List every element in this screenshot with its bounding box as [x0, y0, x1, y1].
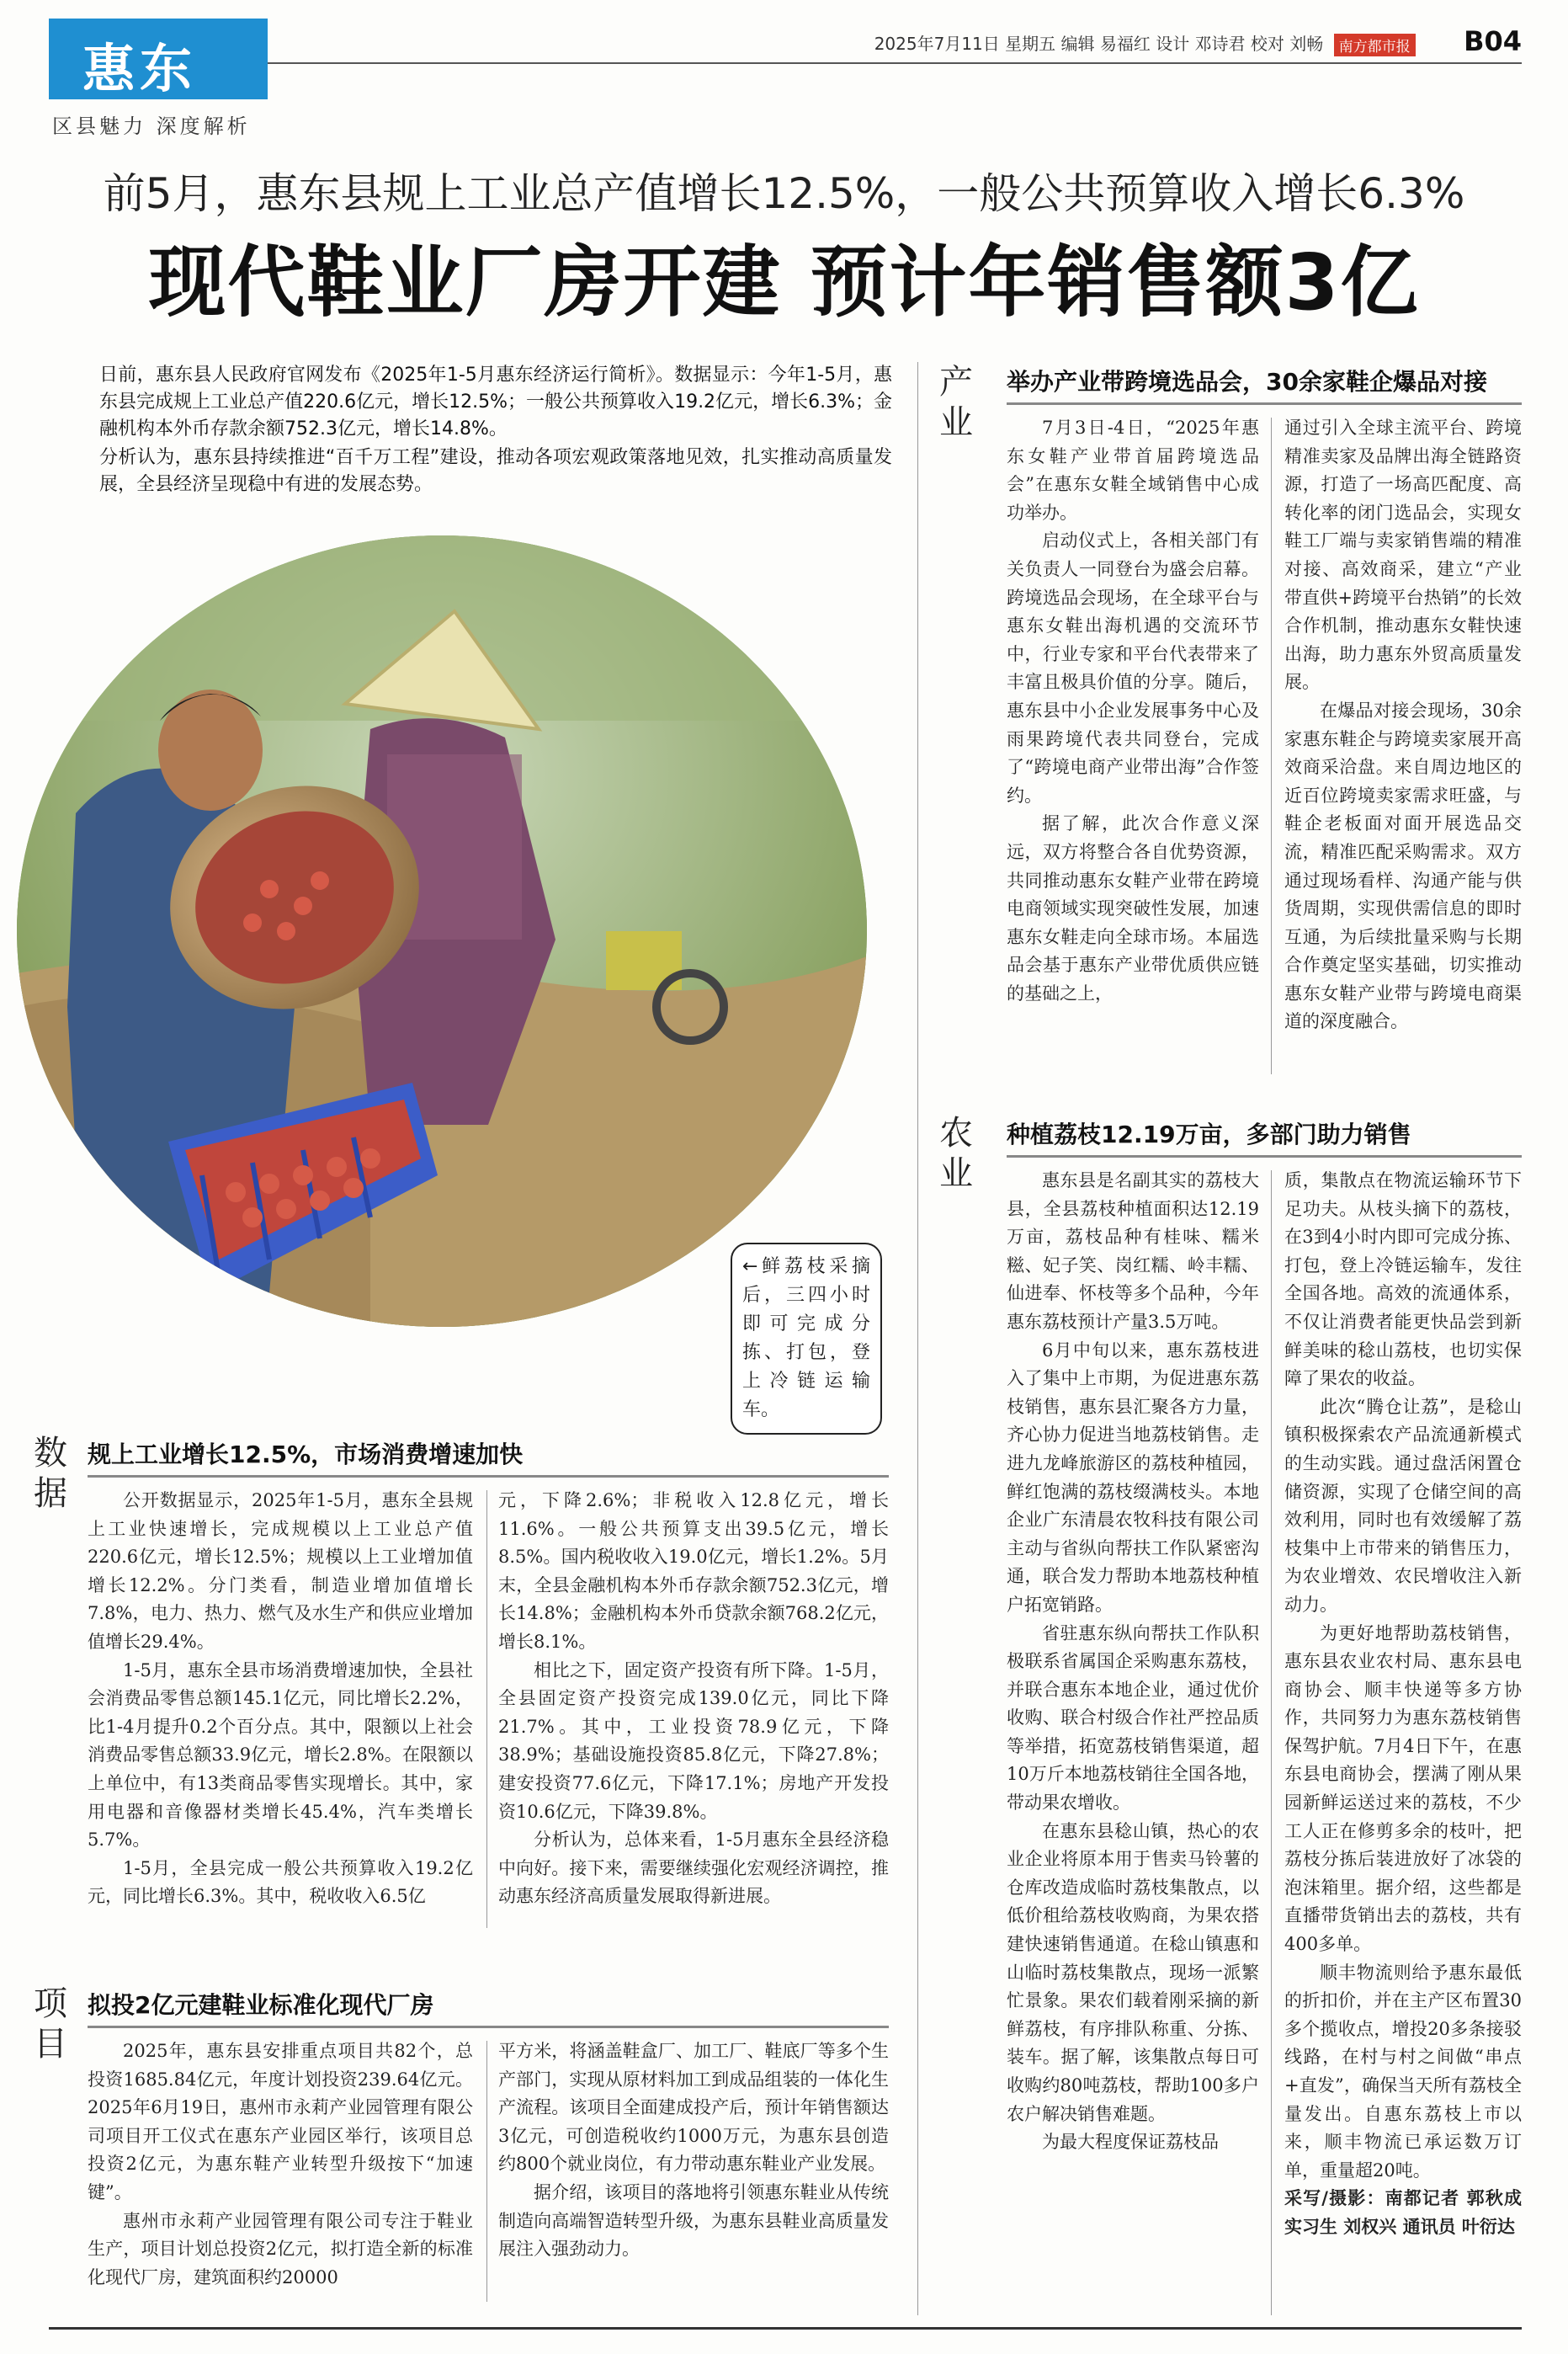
paragraph: 2025年，惠东县安排重点项目共82个，总投资1685.84亿元，年度计划投资239.64亿元。2025年6月19日，惠州市永莉产业园管理有限公司项目开工仪式在惠东产业园区举行，该项目总投资2亿元，为惠东鞋产业转型升级按下“加速键”。 [88, 2041, 473, 2202]
project-col-2 [498, 2037, 889, 2264]
paragraph: 公开数据显示，2025年1-5月，惠东全县规上工业快速增长，完成规模以上工业总产值220.6亿元，增长12.5%；规模以上工业增加值增长12.2%。分门类看，制造业增加值增长7.8%，电力、热力、燃气及水生产和供应业增加值增长29.4%。 [88, 1490, 473, 1652]
data-section-title: 规上工业增长12.5%，市场消费增速加快 [88, 1441, 524, 1468]
issue-meta [874, 30, 1471, 56]
agri-col-2 [1284, 1167, 1522, 2242]
paragraph: 顺丰物流则给予惠东最低的折扣价，并在主产区布置30多个揽收点，增投20多条接驳线路，在村与村之间做“串点+直发”，确保当天所有荔枝全量发出。自惠东荔枝上市以来，顺丰物流已承运数万订单，重量超20吨。 [1284, 1962, 1522, 2181]
paragraph: 省驻惠东纵向帮扶工作队积极联系省属国企采购惠东荔枝，并联合惠东本地企业，通过优价收购、联合村级合作社严控品质等举措，拓宽荔枝销售渠道，超10万斤本地荔枝销往全国各地，带动果农增收。 [1007, 1622, 1259, 1813]
industry-section-tag: 产业 [939, 363, 973, 442]
industry-col-1 [1007, 414, 1259, 1008]
paragraph: 惠东县是名副其实的荔枝大县，全县荔枝种植面积达12.19万亩，荔枝品种有桂味、糯米糍、妃子笑、岗红糯、岭丰糯、仙进奉、怀枝等多个品种，今年惠东荔枝预计产量3.5万吨。 [1007, 1170, 1259, 1332]
paragraph: 7月3日-4日，“2025年惠东女鞋产业带首届跨境选品会”在惠东女鞋全域销售中心成功举办。 [1007, 418, 1259, 523]
project-section-title: 拟投2亿元建鞋业标准化现代厂房 [88, 1991, 434, 2019]
paragraph: 此次“腾仓让荔”，是稔山镇积极探索农产品流通新模式的生动实践。通过盘活闲置仓储资源，实现了仓储空间的高效利用，同时也有效缓解了荔枝集中上市带来的销售压力，为农业增效、农民增收注入新动力。 [1284, 1396, 1522, 1615]
paper-logo: 南方都市报 [1334, 34, 1416, 56]
lead-paragraphs [99, 362, 892, 500]
page-number: B04 [1464, 25, 1522, 57]
data-section-rule [88, 1475, 889, 1478]
photo-caption: ←鲜荔枝采摘后，三四小时即可完成分拣、打包，登上冷链运输车。 [731, 1243, 882, 1435]
paragraph: 在爆品对接会现场，30余家惠东鞋企与跨境卖家展开高效商采洽盘。来自周边地区的近百位跨境卖家需求旺盛，与鞋企老板面对面开展选品交流，精准匹配采购需求。双方通过现场看样、沟通产能与供货周期，实现供需信息的即时互通，为后续批量采购与长期合作奠定坚实基础，切实推动惠东女鞋产业带与跨境电商渠道的深度融合。 [1284, 700, 1522, 1032]
paragraph: 元，下降2.6%；非税收入12.8亿元，增长11.6%。一般公共预算支出39.5亿元，增长8.5%。国内税收收入19.0亿元，增长1.2%。5月末，全县金融机构本外币存款余额752.3亿元，增长14.8%；金融机构本外币贷款余额768.2亿元，增长8.1%。 [498, 1490, 889, 1652]
paragraph: 通过引入全球主流平台、跨境精准卖家及品牌出海全链路资源，打造了一场高匹配度、高转化率的闭门选品会，实现女鞋工厂端与卖家销售端的精准对接、高效商采，建立“产业带直供+跨境平台热销”的长效合作机制，推动惠东女鞋快速出海，助力惠东外贸高质量发展。 [1284, 418, 1522, 693]
agri-section-rule [1007, 1155, 1522, 1158]
agri-section-tag: 农业 [939, 1114, 973, 1193]
lychee-harvest-photo [17, 535, 867, 1327]
paragraph: 据介绍，该项目的落地将引领惠东鞋业从传统制造向高端智造转型升级，为惠东县鞋业高质量发展注入强劲动力。 [498, 2181, 889, 2260]
data-col-1 [88, 1487, 473, 1911]
industry-col-2 [1284, 414, 1522, 1036]
main-headline: 现代鞋业厂房开建 预计年销售额3亿 [148, 237, 1420, 328]
paragraph: 6月中旬以来，惠东荔枝进入了集中上市期，为促进惠东荔枝销售，惠东县汇聚各方力量，齐心协力促进当地荔枝销售。走进九龙峰旅游区的荔枝种植园，鲜红饱满的荔枝缀满枝头。本地企业广东清晨农牧科技有限公司主动与省纵向帮扶工作队紧密沟通，联合发力帮助本地荔枝种植户拓宽销路。 [1007, 1339, 1259, 1615]
lead-paragraph: 日前，惠东县人民政府官网发布《2025年1-5月惠东经济运行简析》。数据显示：今年1-5月，惠东县完成规上工业总产值220.6亿元，增长12.5%；一般公共预算收入19.2亿元，增长6.3%；金融机构本外币存款余额752.3亿元，增长14.8%。 [99, 365, 892, 439]
paragraph: 1-5月，全县完成一般公共预算收入19.2亿元，同比增长6.3%。其中，税收收入6.5亿 [88, 1857, 473, 1907]
project-section-rule [88, 2026, 889, 2028]
byline-credit: 采写/摄影：南都记者 郭秋成 实习生 刘权兴 通讯员 叶衍达 [1284, 2188, 1522, 2237]
paragraph: 为最大程度保证荔枝品 [1042, 2132, 1219, 2153]
data-col-2 [498, 1487, 889, 1911]
lead-paragraph: 分析认为，惠东县持续推进“百千万工程”建设，推动各项宏观政策落地见效，扎实推动高质量发展，全县经济呈现稳中有进的发展态势。 [99, 447, 892, 495]
column-divider [486, 2041, 487, 2302]
photo-illustration [17, 535, 867, 1327]
paragraph: 据了解，此次合作意义深远，双方将整合各自优势资源，共同推动惠东女鞋产业带在跨境电商领域实现突破性发展，加速惠东女鞋走向全球市场。本届选品会基于惠东产业带优质供应链的基础之上， [1007, 813, 1259, 1004]
agri-section-title: 种植荔枝12.19万亩，多部门助力销售 [1007, 1121, 1411, 1148]
column-divider [1271, 418, 1272, 1074]
column-divider [1271, 1170, 1272, 2315]
paragraph: 分析认为，总体来看，1-5月惠东全县经济稳中向好。接下来，需要继续强化宏观经济调控，推动惠东经济高质量发展取得新进展。 [498, 1829, 889, 1907]
paragraph: 1-5月，惠东全县市场消费增速加快，全县社会消费品零售总额145.1亿元，同比增长2.2%，比1-4月提升0.2个百分点。其中，限额以上社会消费品零售总额33.9亿元，增长2.8%。在限额以上单位中，有13类商品零售实现增长。其中，家用电器和音像器材类增长45.4%，汽车类增长5.7%。 [88, 1659, 473, 1851]
agri-col-1 [1007, 1167, 1259, 2157]
paragraph: 质，集散点在物流运输环节下足功夫。从枝头摘下的荔枝，在3到4小时内即可完成分拣、打包，登上冷链运输车，发往全国各地。高效的流通体系，不仅让消费者能更快品尝到新鲜美味的稔山荔枝，也切实保障了果农的收益。 [1284, 1170, 1522, 1389]
project-section-tag: 项目 [34, 1984, 67, 2064]
paragraph: 为更好地帮助荔枝销售，惠东县农业农村局、惠东县电商协会、顺丰快递等多方协作，共同努力为惠东荔枝销售保驾护航。7月4日下午，在惠东县电商协会，摆满了刚从果园新鲜运送过来的荔枝，不少工人正在修剪多余的枝叶，把荔枝分拣后装进放好了冰袋的泡沫箱里。据介绍，这些都是直播带货销出去的荔枝，共有400多单。 [1284, 1622, 1522, 1955]
paragraph: 相比之下，固定资产投资有所下降。1-5月，全县固定资产投资完成139.0亿元，同比下降21.7%。其中，工业投资78.9亿元，下降38.9%；基础设施投资85.8亿元，下降27.8%；建安投资77.6亿元，下降17.1%；房地产开发投资10.6亿元，下降39.8%。 [498, 1659, 889, 1822]
industry-section-title: 举办产业带跨境选品会，30余家鞋企爆品对接 [1007, 368, 1487, 396]
date-editor-line: 2025年7月11日 星期五 编辑 易福红 设计 邓诗君 校对 刘畅 [874, 34, 1324, 54]
data-section-tag: 数据 [34, 1434, 67, 1513]
masthead [49, 15, 1522, 141]
bottom-rule [49, 2327, 1522, 2330]
kicker-headline: 前5月，惠东县规上工业总产值增长12.5%，一般公共预算收入增长6.3% [103, 169, 1465, 218]
header-rule [268, 62, 1522, 64]
main-column-divider [917, 362, 918, 2315]
industry-section-rule [1007, 402, 1522, 405]
paragraph: 启动仪式上，各相关部门有关负责人一同登台为盛会启幕。跨境选品会现场，在全球平台与惠东女鞋出海机遇的交流环节中，行业专家和平台代表带来了丰富且极具价值的分享。随后，惠东县中小企业发展事务中心及雨果跨境代表共同登台，完成了“跨境电商产业带出海”合作签约。 [1007, 530, 1259, 806]
section-subtitle: 区县魅力 深度解析 [52, 115, 251, 138]
paragraph: 在惠东县稔山镇，热心的农业企业将原本用于售卖马铃薯的仓库改造成临时荔枝集散点，以低价租给荔枝收购商，为果农搭建快速销售通道。在稔山镇惠和山临时荔枝集散点，现场一派繁忙景象。果农们载着刚采摘的新鲜荔枝，有序排队称重、分拣、装车。据了解，该集散点每日可收购约80吨荔枝，帮助100多户农户解决销售难题。 [1007, 1820, 1259, 2124]
column-divider [486, 1490, 487, 1928]
paragraph: 惠州市永莉产业园管理有限公司专注于鞋业生产，项目计划总投资2亿元，拟打造全新的标准化现代厂房，建筑面积约20000 [88, 2210, 473, 2287]
section-name: 惠东 [82, 38, 198, 99]
paragraph: 平方米，将涵盖鞋盒厂、加工厂、鞋底厂等多个生产部门，实现从原材料加工到成品组装的一体化生产流程。该项目全面建成投产后，预计年销售额达3亿元，可创造税收约1000万元，为惠东县创造约800个就业岗位，有力带动惠东鞋业产业发展。 [498, 2041, 889, 2175]
project-col-1 [88, 2037, 473, 2292]
